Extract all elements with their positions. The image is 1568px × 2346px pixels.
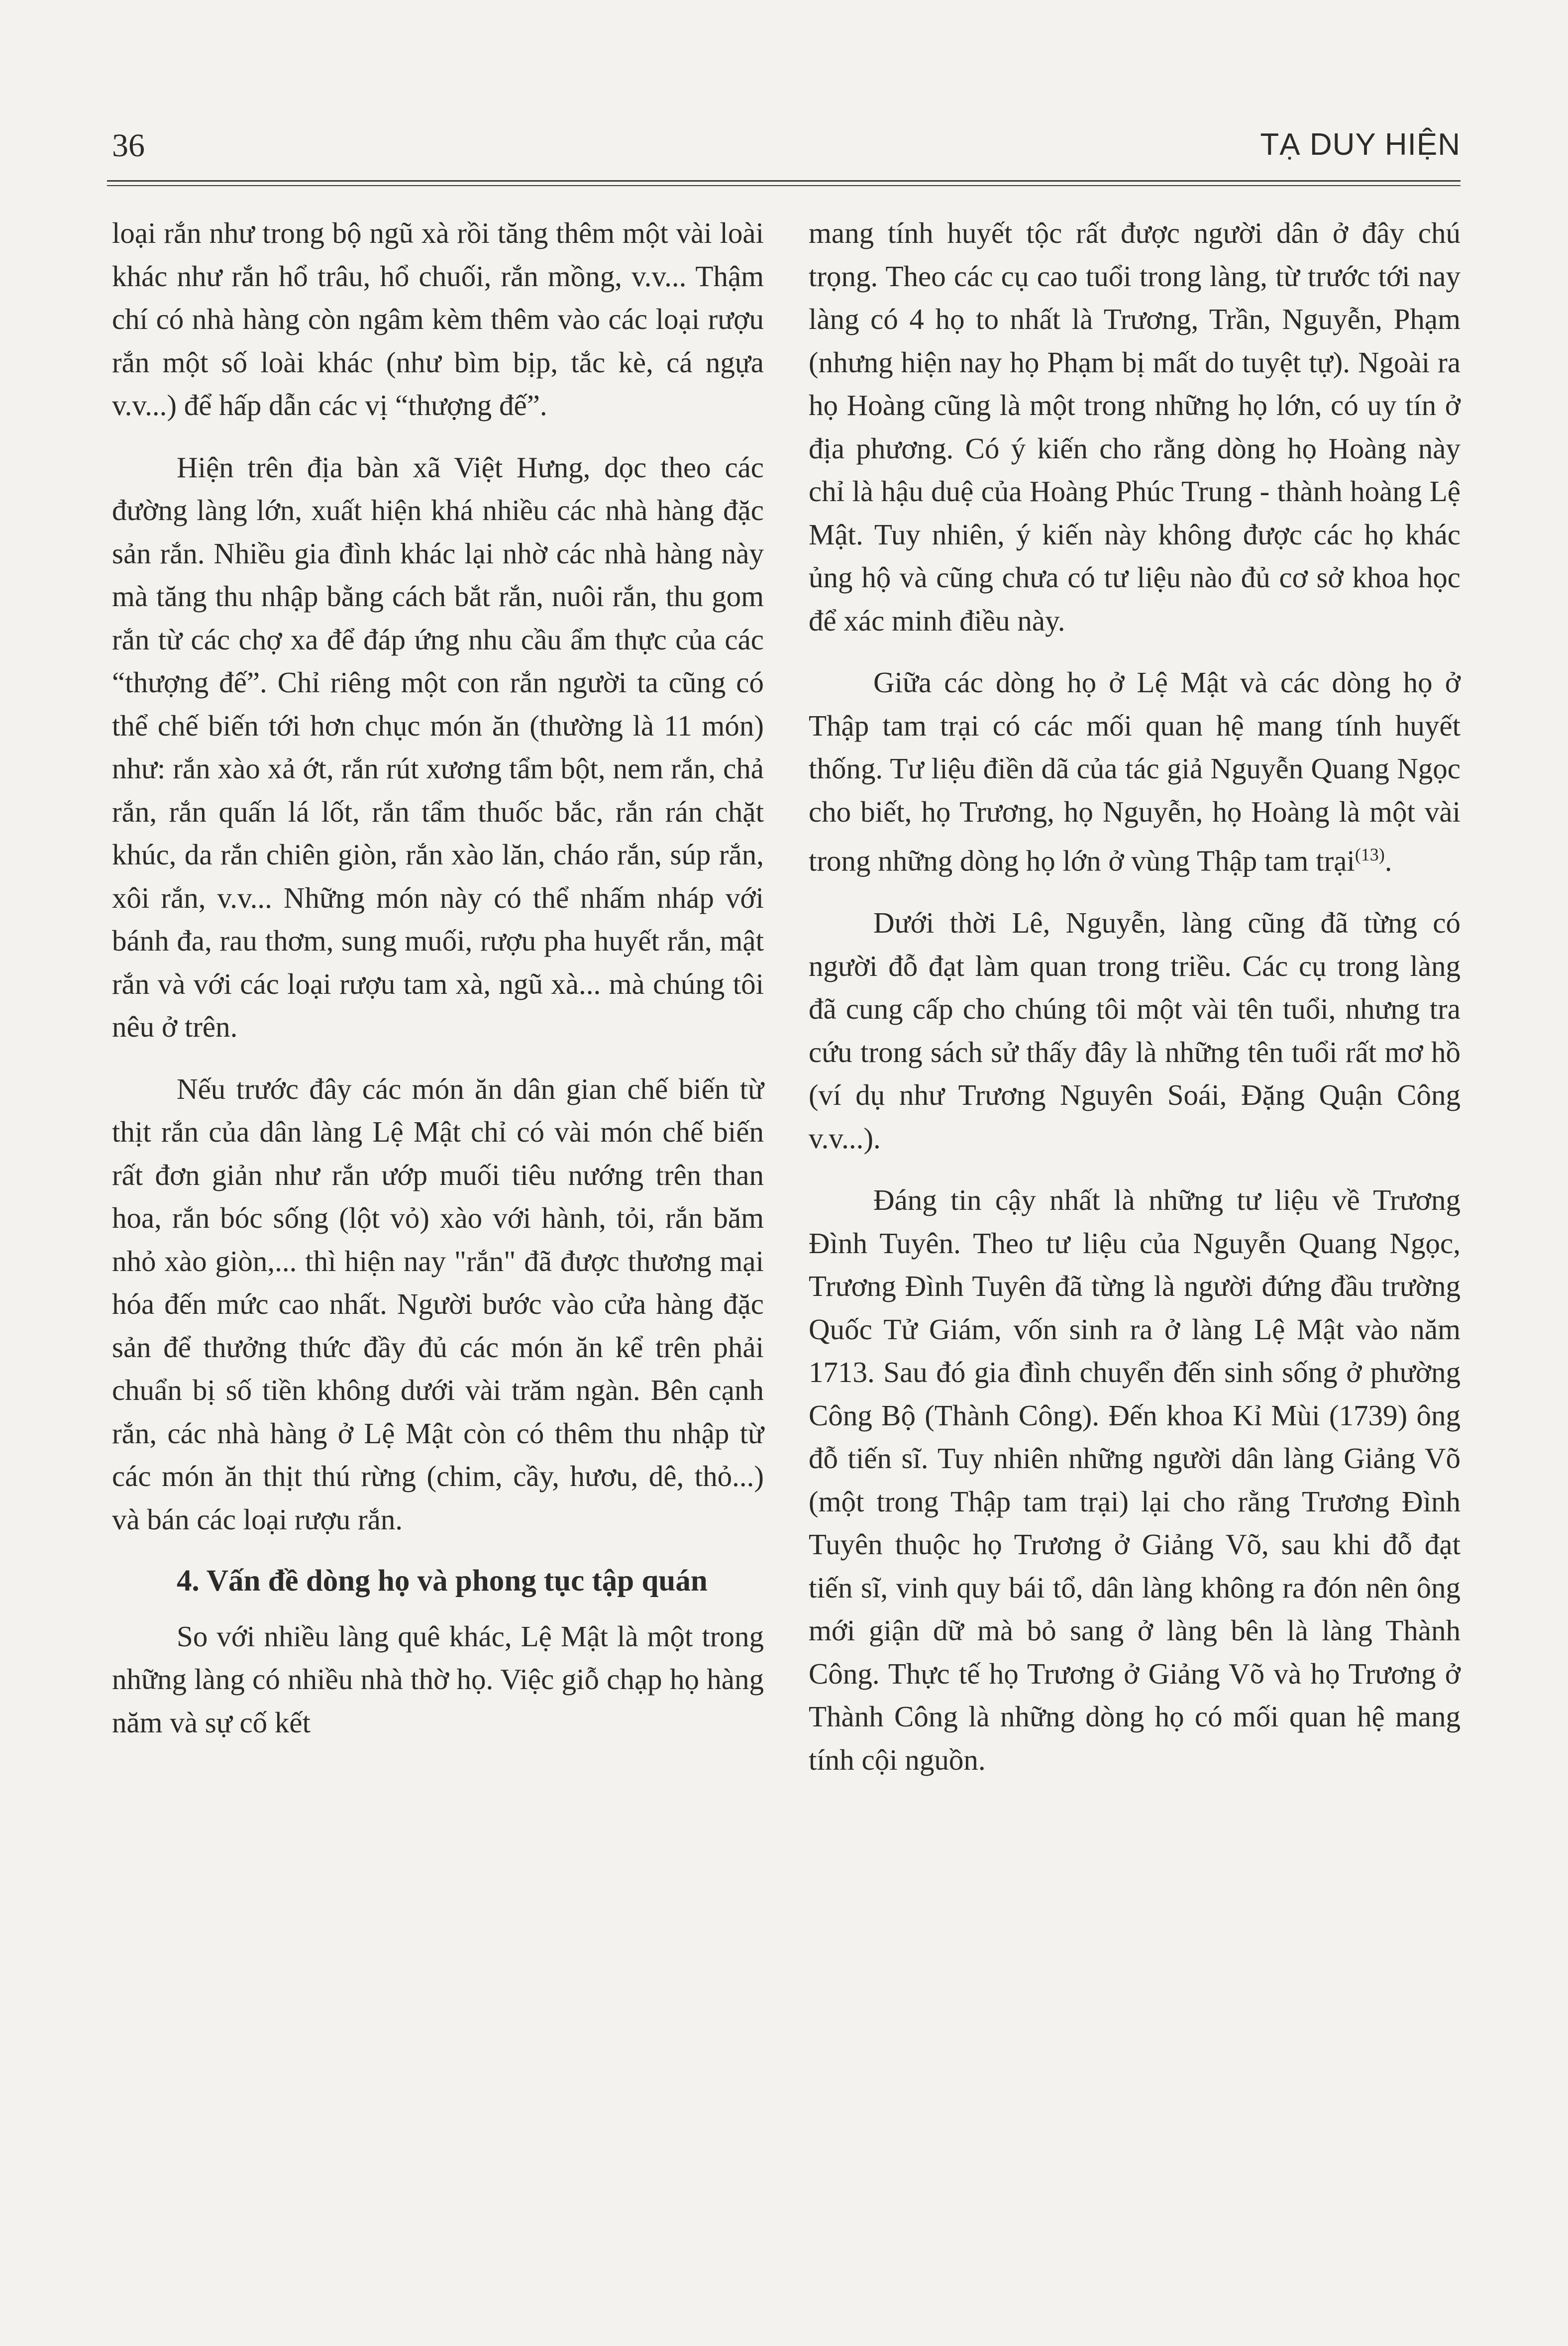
left-column xyxy=(112,212,764,1763)
running-head: TẠ DUY HIỆN xyxy=(1260,127,1461,162)
paragraph-end: . xyxy=(1384,844,1392,877)
page-header xyxy=(107,127,1461,172)
paragraph: mang tính huyết tộc rất được người dân ở đây chú trọng. Theo các cụ cao tuổi trong làng, từ trước tới nay làng có 4 họ to nhất là Trương, Trần, Nguyễn, Phạm (nhưng hiện nay họ Phạm bị mất do tuyệt tự). Ngoài ra họ Hoàng cũng là một trong những họ lớn, có uy tín ở địa phương. Có ý kiến cho rằng dòng họ Hoàng này chỉ là hậu duệ của Hoàng Phúc Trung - thành hoàng Lệ Mật. Tuy nhiên, ý kiến này không được các họ khác ủng hộ và cũng chưa có tư liệu nào đủ cơ sở khoa học để xác minh điều này. xyxy=(809,216,1461,637)
paragraph: loại rắn như trong bộ ngũ xà rồi tăng thêm một vài loài khác như rắn hổ trâu, hổ chuối, rắn mồng, v.v... Thậm chí có nhà hàng còn ngâm kèm thêm vào các loại rượu rắn một số loài khác (như bìm bịp, tắc kè, cá ngựa v.v...) để hấp dẫn các vị “thượng đế”. xyxy=(112,216,764,422)
paragraph-text: Giữa các dòng họ ở Lệ Mật và các dòng họ ở Thập tam trại có các mối quan hệ mang tính huyết thống. Tư liệu điền dã của tác giả Nguyễn Quang Ngọc cho biết, họ Trương, họ Nguyễn, họ Hoàng là một vài trong những dòng họ lớn ở vùng Thập tam trại xyxy=(809,666,1461,877)
section-heading: 4. Vấn đề dòng họ và phong tục tập quán xyxy=(177,1564,708,1598)
paragraph: So với nhiều làng quê khác, Lệ Mật là một trong những làng có nhiều nhà thờ họ. Việc giỗ chạp họ hàng năm và sự cố kết xyxy=(112,1619,764,1739)
header-rule-bottom xyxy=(107,185,1461,186)
paragraph: Hiện trên địa bàn xã Việt Hưng, dọc theo các đường làng lớn, xuất hiện khá nhiều các nhà hàng đặc sản rắn. Nhiều gia đình khác lại nhờ các nhà hàng này mà tăng thu nhập bằng cách bắt rắn, nuôi rắn, thu gom rắn từ các chợ xa để đáp ứng nhu cầu ẩm thực của các “thượng đế”. Chỉ riêng một con rắn người ta cũng có thể chế biến tới hơn chục món ăn (thường là 11 món) như: rắn xào xả ớt, rắn rút xương tẩm bột, nem rắn, chả rắn, rắn quấn lá lốt, rắn tẩm thuốc bắc, rắn rán chặt khúc, da rắn chiên giòn, rắn xào lăn, cháo rắn, súp rắn, xôi rắn, v.v... Những món này có thể nhấm nháp với bánh đa, rau thơm, sung muối, rượu pha huyết rắn, mật rắn và với các loại rượu tam xà, ngũ xà... mà chúng tôi nêu ở trên. xyxy=(112,450,764,1043)
page-number: 36 xyxy=(112,127,145,164)
paragraph: Dưới thời Lê, Nguyễn, làng cũng đã từng có người đỗ đạt làm quan trong triều. Các cụ trong làng đã cung cấp cho chúng tôi một vài tên tuổi, nhưng tra cứu trong sách sử thấy đây là những tên tuổi rất mơ hồ (ví dụ như Trương Nguyên Soái, Đặng Quận Công v.v...). xyxy=(809,906,1461,1155)
header-rule-top xyxy=(107,180,1461,182)
footnote-reference: (13) xyxy=(1355,845,1385,864)
paragraph xyxy=(809,661,1461,882)
right-column xyxy=(809,212,1461,1800)
paragraph: Nếu trước đây các món ăn dân gian chế biến từ thịt rắn của dân làng Lệ Mật chỉ có vài món chế biến rất đơn giản như rắn ướp muối tiêu nướng trên than hoa, rắn bóc sống (lột vỏ) xào với hành, tỏi, rắn băm nhỏ xào giòn,... thì hiện nay "rắn" đã được thương mại hóa đến mức cao nhất. Người bước vào cửa hàng đặc sản để thưởng thức đầy đủ các món ăn kể trên phải chuẩn bị số tiền không dưới vài trăm ngàn. Bên cạnh rắn, các nhà hàng ở Lệ Mật còn có thêm thu nhập từ các món ăn thịt thú rừng (chim, cầy, hươu, dê, thỏ...) và bán các loại rượu rắn. xyxy=(112,1072,764,1536)
paragraph: Đáng tin cậy nhất là những tư liệu về Trương Đình Tuyên. Theo tư liệu của Nguyễn Quang Ngọc, Trương Đình Tuyên đã từng là người đứng đầu trường Quốc Tử Giám, vốn sinh ra ở làng Lệ Mật vào năm 1713. Sau đó gia đình chuyển đến sinh sống ở phường Công Bộ (Thành Công). Đến khoa Kỉ Mùi (1739) ông đỗ tiến sĩ. Tuy nhiên những người dân làng Giảng Võ (một trong Thập tam trại) lại cho rằng Trương Đình Tuyên thuộc họ Trương ở Giảng Võ, sau khi đỗ đạt tiến sĩ, vinh quy bái tổ, dân làng không ra đón nên ông mới giận dữ mà bỏ sang ở làng bên là làng Thành Công. Thực tế họ Trương ở Giảng Võ và họ Trương ở Thành Công là những dòng họ có mối quan hệ mang tính cội nguồn. xyxy=(809,1183,1461,1776)
